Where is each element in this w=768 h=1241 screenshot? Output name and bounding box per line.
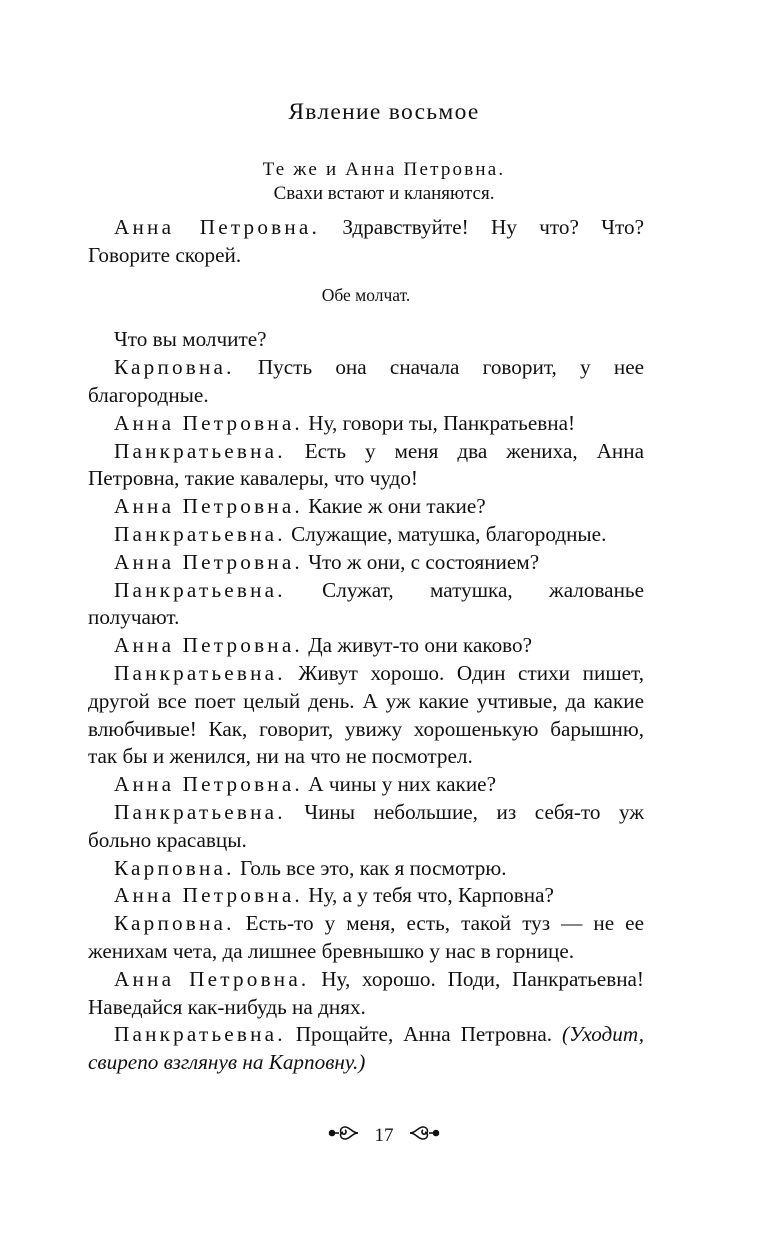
speaker-name: Карповна. [114, 355, 235, 380]
speaker-name: Анна Петровна. [114, 883, 303, 908]
dialogue-line [88, 771, 644, 799]
speaker-name: Панкратьевна. [114, 438, 286, 463]
dialogue-line [88, 493, 644, 521]
stage-direction-entrance: Те же и Анна Петровна. [262, 159, 506, 180]
speech-text: Голь все это, как я посмотрю. [234, 855, 507, 880]
speech-text: Чины небольшие, из себя-то уж больно красавцы. [88, 799, 644, 852]
speech-text: Служат, матушка, жалованье получают. [88, 577, 644, 630]
dialogue-body [88, 214, 644, 1077]
speech-text: Что ж они, с состоянием? [302, 549, 540, 574]
dialogue-line [88, 214, 644, 270]
speaker-name: Анна Петровна. [114, 549, 303, 574]
dialogue-line [88, 910, 644, 966]
stage-direction-bow: Свахи встают и кланяются. [273, 183, 495, 204]
speaker-name: Карповна. [114, 911, 235, 936]
speech-text: Что вы молчите? [114, 327, 267, 352]
speech-text: Какие ж они такие? [302, 494, 486, 519]
page-footer [0, 1123, 768, 1149]
speech-text: Здравствуйте! Ну что? Что? Говорите скорей. [88, 215, 644, 267]
dialogue-line [88, 1021, 644, 1077]
dialogue-line [88, 855, 644, 883]
dialogue-line [88, 438, 644, 494]
dialogue-line [88, 660, 644, 771]
speech-text: Пусть она сначала говорит, у нее благородные. [88, 355, 644, 407]
speaker-name: Анна Петровна. [114, 410, 303, 435]
dialogue-line [88, 799, 644, 855]
speaker-name: Анна Петровна. [114, 633, 303, 658]
dialogue-line [88, 577, 644, 633]
speech-text: Ну, хорошо. Поди, Панкратьевна! Наведайся как-нибудь на днях. [88, 966, 644, 1019]
dialogue-line [88, 632, 644, 660]
dialogue-line [88, 354, 644, 410]
speech-text: Да живут-то они каково? [302, 633, 533, 658]
speaker-name: Анна Петровна. [114, 215, 320, 239]
speaker-name: Анна Петровна. [114, 772, 303, 797]
speaker-name: Панкратьевна. [114, 660, 286, 685]
dialogue-line [88, 966, 644, 1022]
speaker-name: Панкратьевна. [114, 799, 286, 824]
speaker-name: Карповна. [114, 855, 235, 880]
dialogue-line [88, 549, 644, 577]
speech-text: Есть у меня два жениха, Анна Петровна, такие кавалеры, что чудо! [88, 438, 644, 491]
dialogue-line [88, 326, 644, 354]
speech-text: Служащие, матушка, благородные. [285, 521, 607, 546]
speaker-name: Анна Петровна. [114, 494, 303, 519]
speech-text: Ну, а у тебя что, Карповна? [302, 883, 554, 908]
dialogue-line [88, 521, 644, 549]
speaker-name: Анна Петровна. [114, 966, 310, 991]
speech-text: А чины у них какие? [302, 772, 496, 797]
speech-text: Живут хорошо. Один стихи пишет, другой все поет целый день. А уж какие учтивые, да какие влюбчивые! Как, говорит, увижу хорошенькую барышню, так бы и женился, ни на что не посмотрел. [88, 660, 644, 769]
speech-text: Ну, говори ты, Панкратьевна! [302, 410, 576, 435]
speaker-name: Панкратьевна. [114, 1022, 286, 1047]
page-number: 17 [374, 1125, 394, 1146]
speech-text: Прощайте, Анна Петровна. [285, 1022, 563, 1047]
speaker-name: Панкратьевна. [114, 577, 286, 602]
dialogue-line [88, 410, 644, 438]
dialogue-line [88, 882, 644, 910]
speech-text: Есть-то у меня, есть, такой туз — не ее женихам чета, да лишнее бревнышко у нас в горнице. [88, 911, 644, 963]
ornament-right-icon [408, 1123, 442, 1149]
stage-direction-silence: Обе молчат. [321, 284, 411, 305]
speaker-name: Панкратьевна. [114, 521, 286, 546]
page-title: Явление восьмое [288, 99, 480, 125]
ornament-left-icon [326, 1123, 360, 1149]
stage-direction-exit: (Уходит, свирепо взглянув на Карповну.) [88, 1022, 644, 1075]
